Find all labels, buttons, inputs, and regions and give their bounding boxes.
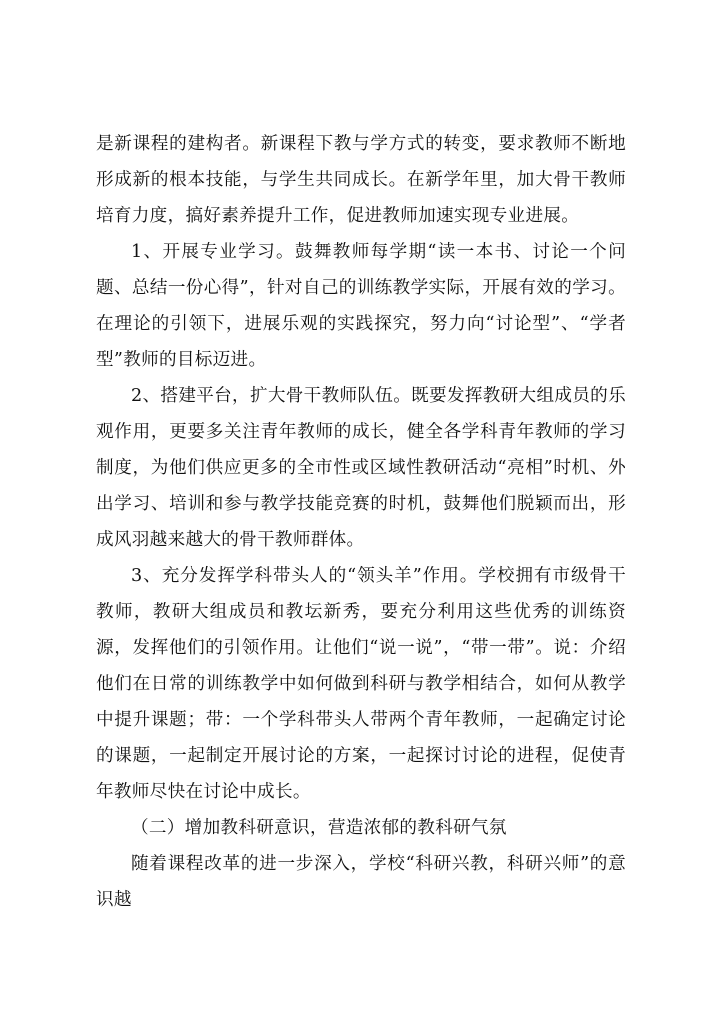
paragraph-continuation: 是新课程的建构者。新课程下教与学方式的转变，要求教师不断地形成新的根本技能，与学生共同成长。在新学年里，加大骨干教师培育力度，搞好素养提升工作，促进教师加速实现专业进展。 — [96, 134, 626, 226]
paragraph-item-3: 3、充分发挥学科带头人的“领头羊”作用。学校拥有市级骨干教师，教研大组成员和教坛新秀，要充分利用这些优秀的训练资源，发挥他们的引领作用。让他们“说一说”，“带一带”。说：介绍他们在日常的训练教学中如何做到科研与教学相结合，如何从教学中提升课题；带：一个学科带头人带两个青年教师，一起确定讨论的课题，一起制定开展讨论的方案，一起探讨讨论的进程，促使青年教师尽快在讨论中成长。 — [96, 566, 626, 802]
section-heading: （二）增加教科研意识，营造浓郁的教科研气氛 — [131, 818, 507, 838]
paragraph-item-2: 2、搭建平台，扩大骨干教师队伍。既要发挥教研大组成员的乐观作用，更要多关注青年教师的成长，健全各学科青年教师的学习制度，为他们供应更多的全市性或区域性教研活动“亮相”时机、外出学习、培训和参与教学技能竞赛的时机，鼓舞他们脱颖而出，形成风羽越来越大的骨干教师群体。 — [96, 386, 626, 550]
document-body — [96, 126, 626, 918]
paragraph-final: 随着课程改革的进一步深入，学校“科研兴教，科研兴师”的意识越 — [96, 854, 626, 910]
paragraph-item-1: 1、开展专业学习。鼓舞教师每学期“读一本书、讨论一个问题、总结一份心得”，针对自己的训练教学实际，开展有效的学习。在理论的引领下，进展乐观的实践探究，努力向“讨论型”、“学者型”教师的目标迈进。 — [96, 242, 626, 370]
